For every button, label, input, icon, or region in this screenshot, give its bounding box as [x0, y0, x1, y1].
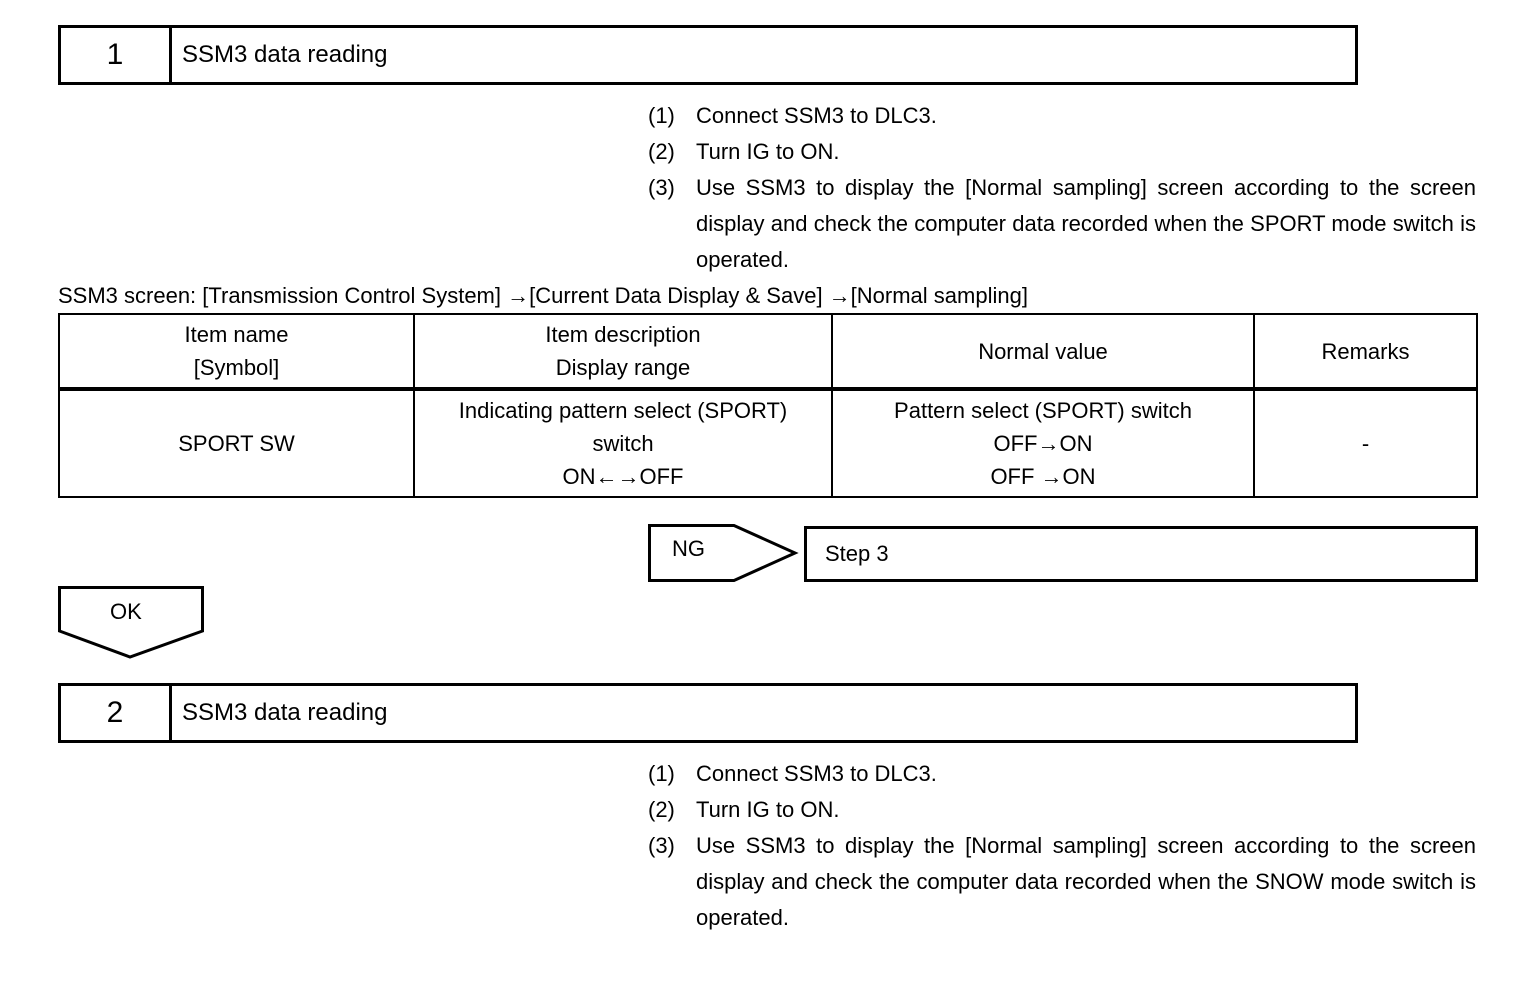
procedure-item: [648, 134, 1476, 170]
step-2-number: 2: [61, 686, 172, 740]
ng-label: NG: [672, 536, 705, 561]
procedure-number: (1): [648, 103, 675, 128]
procedure-number: (3): [648, 833, 675, 858]
procedure-text: Turn IG to ON.: [696, 797, 840, 822]
step-1-title: SSM3 data reading: [182, 41, 388, 68]
procedure-text: Turn IG to ON.: [696, 139, 840, 164]
step-1-number: 1: [61, 28, 172, 82]
ng-arrow: [648, 524, 798, 582]
column-header-remarks: Remarks: [1254, 314, 1477, 389]
procedure-text: Use SSM3 to display the [Normal sampling] screen according to the screen display and check the computer data recorded when the SNOW mode switch is operated.: [696, 833, 1476, 930]
procedure-item: [648, 792, 1476, 828]
table-row: [59, 389, 1477, 497]
ok-label: OK: [110, 599, 142, 624]
procedure-text: Use SSM3 to display the [Normal sampling] screen according to the screen display and check the computer data recorded when the SPORT mode switch is operated.: [696, 175, 1476, 272]
ng-target-step: Step 3: [804, 526, 1478, 582]
ssm3-data-table: [58, 313, 1478, 498]
ssm3-screen-path: SSM3 screen: [Transmission Control System] →[Current Data Display & Save] →[Normal sampling]: [58, 283, 1028, 308]
cell-item-name: SPORT SW: [59, 389, 414, 497]
cell-item-description: Indicating pattern select (SPORT) switch ON←→OFF: [414, 389, 832, 497]
cell-normal-value: Pattern select (SPORT) switch OFF→ON OFF →ON: [832, 389, 1254, 497]
step-2-title: SSM3 data reading: [182, 699, 388, 726]
procedure-item: [648, 98, 1476, 134]
table-header-row: [59, 314, 1477, 389]
step-2-header: [58, 683, 1358, 743]
procedure-item: [648, 828, 1476, 936]
procedure-number: (2): [648, 797, 675, 822]
step-1-header: [58, 25, 1358, 85]
step-1-procedure-list: [648, 98, 1476, 278]
procedure-item: [648, 756, 1476, 792]
procedure-text: Connect SSM3 to DLC3.: [696, 103, 937, 128]
procedure-number: (3): [648, 175, 675, 200]
procedure-number: (1): [648, 761, 675, 786]
cell-remarks: -: [1254, 389, 1477, 497]
procedure-number: (2): [648, 139, 675, 164]
column-header-item-name: Item name [Symbol]: [59, 314, 414, 389]
column-header-normal-value: Normal value: [832, 314, 1254, 389]
column-header-item-description: Item description Display range: [414, 314, 832, 389]
procedure-item: [648, 170, 1476, 278]
ng-arrow-shape: [648, 524, 798, 582]
ok-arrow: [58, 586, 204, 660]
procedure-text: Connect SSM3 to DLC3.: [696, 761, 937, 786]
step-2-procedure-list: [648, 756, 1476, 936]
